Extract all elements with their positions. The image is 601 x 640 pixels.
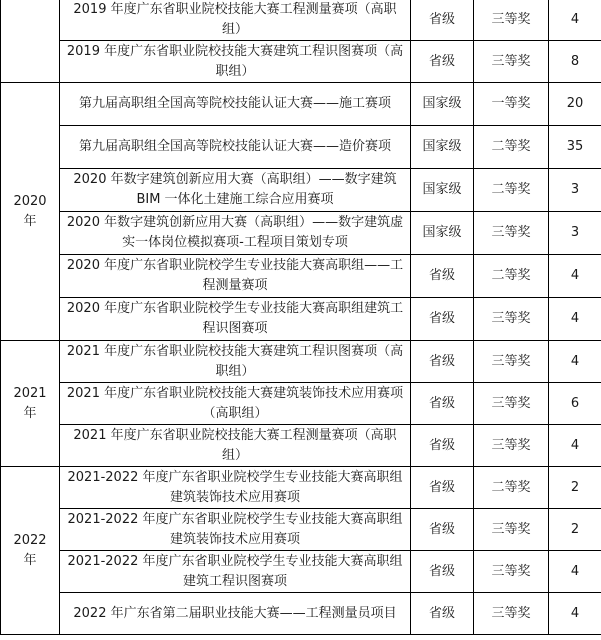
award-cell: 三等奖	[474, 509, 549, 551]
table-row	[1, 212, 601, 255]
table-row	[1, 425, 601, 467]
award-cell: 三等奖	[474, 212, 549, 255]
count-cell: 2	[549, 467, 601, 509]
table-row	[1, 341, 601, 383]
competition-name-cell: 2021-2022 年度广东省职业院校学生专业技能大赛高职组建筑工程识图赛项	[60, 551, 411, 593]
level-cell: 国家级	[411, 212, 474, 255]
count-cell: 4	[549, 0, 601, 41]
year-cell-2020: 2020 年	[1, 83, 60, 341]
level-cell: 省级	[411, 509, 474, 551]
level-cell: 省级	[411, 551, 474, 593]
award-cell: 一等奖	[474, 83, 549, 126]
competition-name-cell: 第九届高职组全国高等院校技能认证大赛——造价赛项	[60, 126, 411, 169]
table-row	[1, 509, 601, 551]
level-cell: 国家级	[411, 169, 474, 212]
level-cell: 省级	[411, 41, 474, 83]
award-cell: 二等奖	[474, 255, 549, 298]
level-cell: 省级	[411, 0, 474, 41]
count-cell: 20	[549, 83, 601, 126]
level-cell: 省级	[411, 593, 474, 635]
award-cell: 三等奖	[474, 298, 549, 341]
table-row	[1, 551, 601, 593]
count-cell: 35	[549, 126, 601, 169]
year-cell-2022: 2022 年	[1, 467, 60, 635]
competition-name-cell: 2021 年度广东省职业院校技能大赛建筑装饰技术应用赛项（高职组）	[60, 383, 411, 425]
table-row	[1, 126, 601, 169]
year-cell-2021: 2021 年	[1, 341, 60, 467]
level-cell: 省级	[411, 467, 474, 509]
competition-name-cell: 2020 年数字建筑创新应用大赛（高职组）——数字建筑 BIM 一体化土建施工综合应用赛项	[60, 169, 411, 212]
table-row	[1, 41, 601, 83]
competition-name-cell: 2020 年度广东省职业院校学生专业技能大赛高职组建筑工程识图赛项	[60, 298, 411, 341]
competition-name-cell: 2019 年度广东省职业院校技能大赛工程测量赛项（高职组）	[60, 0, 411, 41]
level-cell: 省级	[411, 383, 474, 425]
table-row	[1, 383, 601, 425]
competition-name-cell: 2020 年数字建筑创新应用大赛（高职组）——数字建筑虚实一体岗位模拟赛项-工程项目策划专项	[60, 212, 411, 255]
award-cell: 二等奖	[474, 169, 549, 212]
table-row	[1, 169, 601, 212]
count-cell: 2	[549, 509, 601, 551]
award-cell: 二等奖	[474, 126, 549, 169]
count-cell: 6	[549, 383, 601, 425]
year-cell-2019	[1, 0, 60, 83]
count-cell: 3	[549, 169, 601, 212]
award-cell: 三等奖	[474, 341, 549, 383]
award-cell: 二等奖	[474, 467, 549, 509]
level-cell: 省级	[411, 298, 474, 341]
count-cell: 4	[549, 341, 601, 383]
count-cell: 3	[549, 212, 601, 255]
competition-name-cell: 第九届高职组全国高等院校技能认证大赛——施工赛项	[60, 83, 411, 126]
table-row	[1, 593, 601, 635]
level-cell: 省级	[411, 255, 474, 298]
award-cell: 三等奖	[474, 425, 549, 467]
count-cell: 8	[549, 41, 601, 83]
count-cell: 4	[549, 255, 601, 298]
level-cell: 国家级	[411, 126, 474, 169]
table-row	[1, 0, 601, 41]
competition-name-cell: 2021 年度广东省职业院校技能大赛工程测量赛项（高职组）	[60, 425, 411, 467]
competition-name-cell: 2021-2022 年度广东省职业院校学生专业技能大赛高职组建筑装饰技术应用赛项	[60, 467, 411, 509]
table-row	[1, 298, 601, 341]
competition-name-cell: 2022 年广东省第二届职业技能大赛——工程测量员项目	[60, 593, 411, 635]
award-cell: 三等奖	[474, 593, 549, 635]
competition-name-cell: 2021 年度广东省职业院校技能大赛建筑工程识图赛项（高职组）	[60, 341, 411, 383]
competition-name-cell: 2020 年度广东省职业院校学生专业技能大赛高职组——工程测量赛项	[60, 255, 411, 298]
level-cell: 省级	[411, 341, 474, 383]
level-cell: 省级	[411, 425, 474, 467]
count-cell: 4	[549, 593, 601, 635]
count-cell: 4	[549, 551, 601, 593]
table-row	[1, 255, 601, 298]
table-row	[1, 467, 601, 509]
competition-name-cell: 2021-2022 年度广东省职业院校学生专业技能大赛高职组建筑装饰技术应用赛项	[60, 509, 411, 551]
count-cell: 4	[549, 425, 601, 467]
competition-name-cell: 2019 年度广东省职业院校技能大赛建筑工程识图赛项（高职组）	[60, 41, 411, 83]
award-cell: 三等奖	[474, 41, 549, 83]
award-cell: 三等奖	[474, 383, 549, 425]
table-row	[1, 83, 601, 126]
count-cell: 4	[549, 298, 601, 341]
award-cell: 三等奖	[474, 0, 549, 41]
award-cell: 三等奖	[474, 551, 549, 593]
level-cell: 国家级	[411, 83, 474, 126]
